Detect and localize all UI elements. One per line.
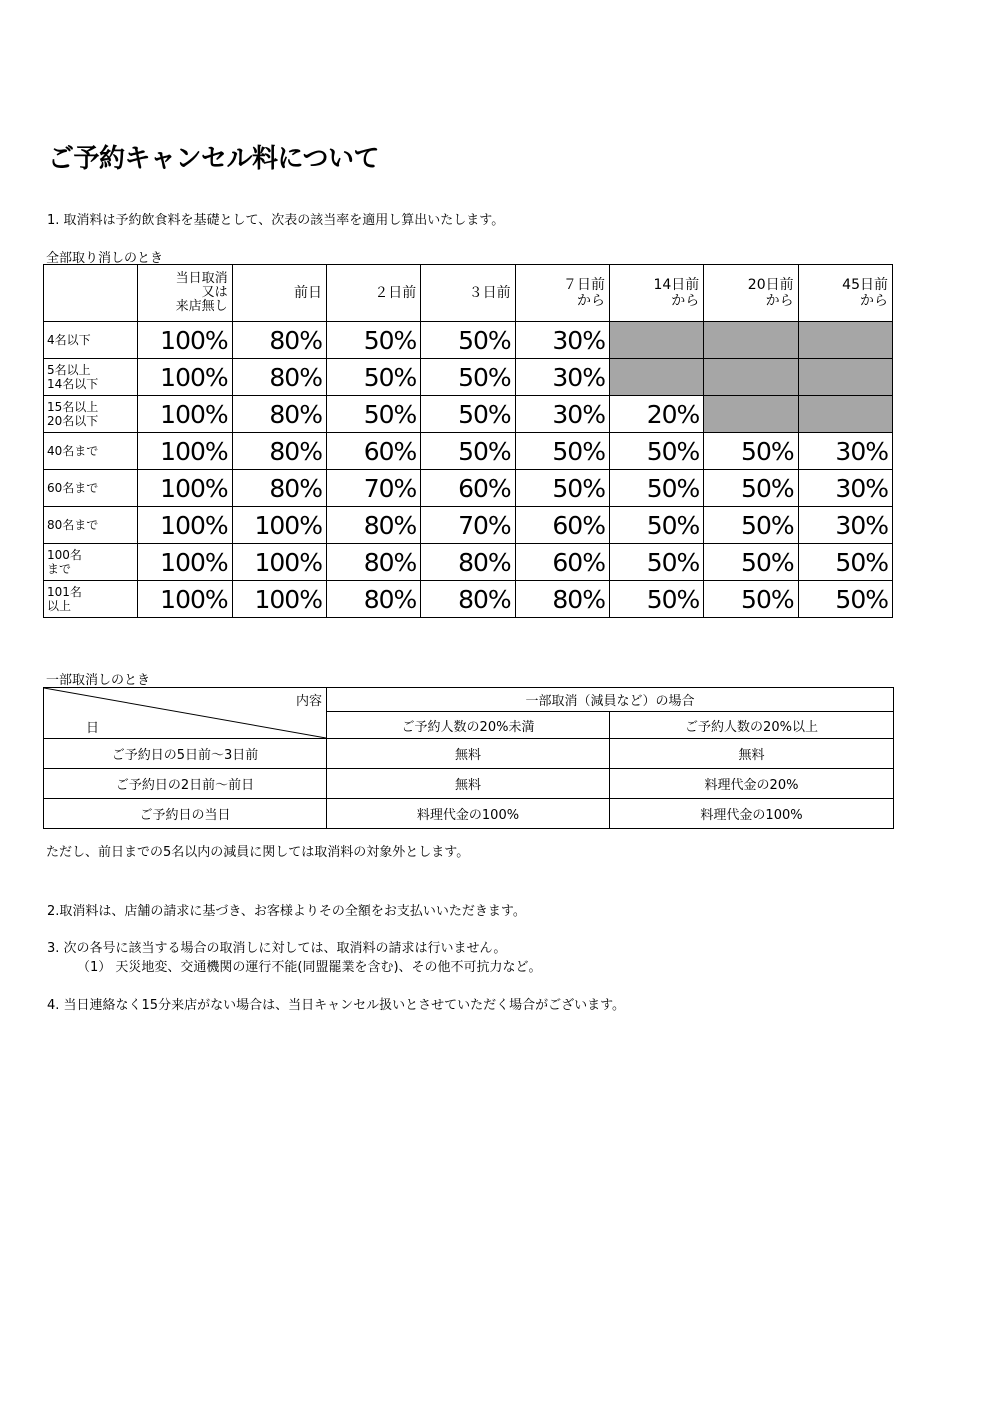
row-label	[44, 359, 138, 396]
column-header-line: から	[860, 293, 888, 309]
rate-cell: 50%	[798, 544, 892, 581]
rate-cell: 80%	[326, 507, 420, 544]
rate-cell: 50%	[421, 396, 515, 433]
row-label-line: 80名まで	[47, 518, 99, 532]
table-row	[44, 581, 893, 618]
rate-cell: 100%	[138, 359, 232, 396]
cell-over-20: 料理代金の20%	[610, 769, 894, 799]
row-label	[44, 544, 138, 581]
corner-header-cell	[44, 688, 327, 739]
table-row	[44, 322, 893, 359]
rate-cell: 50%	[704, 433, 798, 470]
rate-cell: 100%	[138, 396, 232, 433]
rate-cell: 30%	[798, 433, 892, 470]
cell-over-20: 料理代金の100%	[610, 799, 894, 829]
row-label: ご予約日の5日前～3日前	[44, 739, 327, 769]
rate-cell: 80%	[515, 581, 609, 618]
column-header	[609, 265, 703, 322]
rate-cell: 80%	[232, 433, 326, 470]
column-header	[421, 265, 515, 322]
partial-cancel-caption: 一部取消しのとき	[46, 673, 151, 688]
rate-cell: 80%	[326, 581, 420, 618]
rate-cell: 50%	[421, 322, 515, 359]
rate-cell: 50%	[326, 359, 420, 396]
rate-cell: 100%	[138, 544, 232, 581]
rate-cell: 50%	[609, 507, 703, 544]
rate-cell: 60%	[515, 507, 609, 544]
row-label-line: 60名まで	[47, 481, 99, 495]
rate-cell: 50%	[609, 544, 703, 581]
rate-cell: 50%	[609, 470, 703, 507]
column-header-line: 前日	[293, 285, 322, 301]
column-header-line: ２日前	[374, 285, 417, 301]
column-header	[798, 265, 892, 322]
table-row	[44, 396, 893, 433]
rate-cell: 50%	[515, 433, 609, 470]
rate-cell: 100%	[138, 322, 232, 359]
column-header-line: から	[576, 293, 605, 309]
corner-top-label: 内容	[295, 694, 322, 709]
cell-over-20: 無料	[610, 739, 894, 769]
row-label	[44, 507, 138, 544]
full-cancel-table	[43, 264, 893, 618]
row-label	[44, 396, 138, 433]
column-header	[704, 265, 798, 322]
corner-cell	[44, 265, 138, 322]
rate-cell: 50%	[515, 470, 609, 507]
row-label-line: 5名以上	[47, 363, 91, 377]
table-row	[44, 433, 893, 470]
clause-3-sub: （1） 天災地変、交通機関の運行不能(同盟罷業を含む)、その他不可抗力など。	[77, 960, 542, 975]
row-label	[44, 322, 138, 359]
rate-cell: 50%	[704, 581, 798, 618]
column-header	[138, 265, 232, 322]
rate-cell: 80%	[232, 359, 326, 396]
rate-cell: 70%	[421, 507, 515, 544]
clause-3: 3. 次の各号に該当する場合の取消しに対しては、取消料の請求は行いません。	[47, 941, 507, 956]
rate-cell: 50%	[704, 507, 798, 544]
rate-cell: 100%	[232, 581, 326, 618]
rate-cell: 30%	[798, 470, 892, 507]
row-label: ご予約日の当日	[44, 799, 327, 829]
column-header	[232, 265, 326, 322]
table-row	[44, 359, 893, 396]
rate-cell: 50%	[326, 322, 420, 359]
column-header-line: 45日前	[842, 277, 888, 293]
cell-under-20: 無料	[327, 739, 610, 769]
table-row	[44, 769, 894, 799]
not-applicable-cell	[704, 359, 798, 396]
rate-cell: 80%	[232, 396, 326, 433]
rate-cell: 80%	[421, 581, 515, 618]
row-label-line: 101名	[47, 585, 82, 599]
cell-under-20: 無料	[327, 769, 610, 799]
row-label-line: まで	[47, 562, 72, 576]
rate-cell: 30%	[798, 507, 892, 544]
not-applicable-cell	[798, 322, 892, 359]
row-label	[44, 581, 138, 618]
intro-text: 1. 取消料は予約飲食料を基礎として、次表の該当率を適用し算出いたします。	[47, 213, 505, 228]
full-cancel-caption: 全部取り消しのとき	[46, 251, 164, 266]
rate-cell: 50%	[609, 433, 703, 470]
column-header-line: から	[765, 293, 794, 309]
cell-under-20: 料理代金の100%	[327, 799, 610, 829]
not-applicable-cell	[798, 359, 892, 396]
rate-cell: 50%	[704, 470, 798, 507]
rate-cell: 100%	[138, 581, 232, 618]
partial-cancel-note: ただし、前日までの5名以内の減員に関しては取消料の対象外とします。	[46, 845, 470, 860]
rate-cell: 80%	[421, 544, 515, 581]
row-label	[44, 470, 138, 507]
not-applicable-cell	[704, 396, 798, 433]
column-header-line: ３日前	[468, 285, 511, 301]
row-label-line: 40名まで	[47, 444, 99, 458]
rate-cell: 100%	[138, 507, 232, 544]
rate-cell: 50%	[421, 359, 515, 396]
not-applicable-cell	[798, 396, 892, 433]
rate-cell: 20%	[609, 396, 703, 433]
not-applicable-cell	[609, 322, 703, 359]
rate-cell: 100%	[232, 507, 326, 544]
row-label-line: 20名以下	[47, 414, 99, 428]
row-label-line: 14名以下	[47, 377, 99, 391]
table-row	[44, 799, 894, 829]
table-row	[44, 544, 893, 581]
rate-cell: 80%	[326, 544, 420, 581]
not-applicable-cell	[704, 322, 798, 359]
rate-cell: 30%	[515, 359, 609, 396]
rate-cell: 80%	[232, 322, 326, 359]
table-row	[44, 507, 893, 544]
rate-cell: 50%	[421, 433, 515, 470]
clause-2: 2.取消料は、店舗の請求に基づき、お客様よりその全額をお支払いいただきます。	[47, 904, 526, 919]
rate-cell: 100%	[138, 433, 232, 470]
column-header-line: 20日前	[747, 277, 794, 293]
column-header-line: ７日前	[562, 277, 605, 293]
rate-cell: 50%	[798, 581, 892, 618]
column-header	[326, 265, 420, 322]
not-applicable-cell	[609, 359, 703, 396]
row-label-line: 4名以下	[47, 333, 91, 347]
header-row	[44, 265, 893, 322]
row-label: ご予約日の2日前～前日	[44, 769, 327, 799]
row-label	[44, 433, 138, 470]
rate-cell: 60%	[515, 544, 609, 581]
column-header-line: 来店無し	[175, 299, 228, 314]
rate-cell: 100%	[138, 470, 232, 507]
rate-cell: 100%	[232, 544, 326, 581]
rate-cell: 50%	[609, 581, 703, 618]
corner-bottom-label: 日	[86, 721, 100, 736]
rate-cell: 50%	[326, 396, 420, 433]
table-row	[44, 470, 893, 507]
page-title: ご予約キャンセル料について	[48, 144, 379, 174]
partial-cancel-table	[43, 687, 894, 829]
column-header-line: 当日取消	[175, 271, 228, 286]
rate-cell: 80%	[232, 470, 326, 507]
column-header-line: 14日前	[653, 277, 700, 293]
group-header: 一部取消（減員など）の場合	[327, 688, 894, 712]
col-header-over-20: ご予約人数の20%以上	[610, 712, 894, 739]
col-header-under-20: ご予約人数の20%未満	[327, 712, 610, 739]
column-header-line: から	[671, 293, 700, 309]
rate-cell: 50%	[704, 544, 798, 581]
column-header	[515, 265, 609, 322]
clause-4: 4. 当日連絡なく15分来店がない場合は、当日キャンセル扱いとさせていただく場合がございます。	[47, 998, 626, 1013]
rate-cell: 60%	[326, 433, 420, 470]
rate-cell: 70%	[326, 470, 420, 507]
row-label-line: 以上	[47, 599, 72, 613]
rate-cell: 60%	[421, 470, 515, 507]
row-label-line: 100名	[47, 548, 82, 562]
column-header-line: 又は	[201, 285, 228, 300]
rate-cell: 30%	[515, 396, 609, 433]
row-label-line: 15名以上	[47, 400, 99, 414]
rate-cell: 30%	[515, 322, 609, 359]
table-row	[44, 739, 894, 769]
